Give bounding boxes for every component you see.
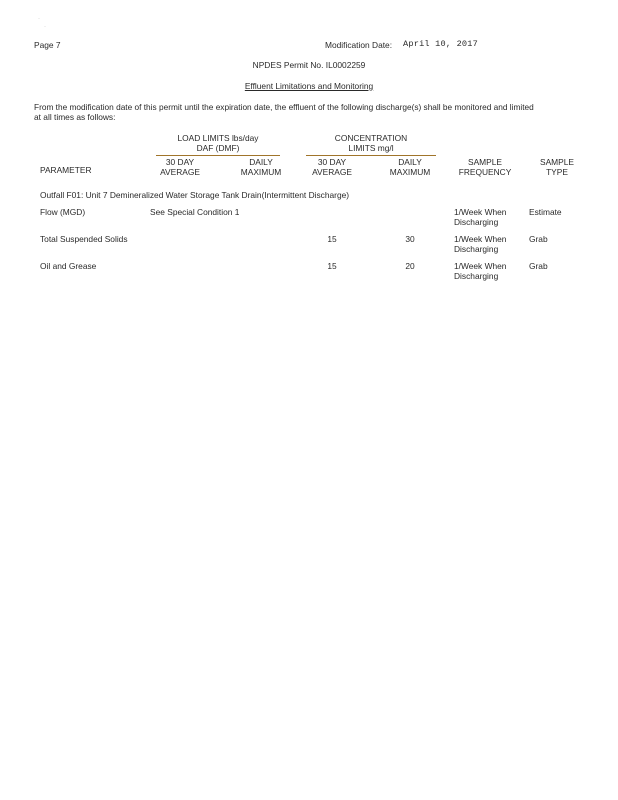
col-header-conc-daily-top: DAILY xyxy=(398,157,422,167)
col-header-load-30day-bottom: AVERAGE xyxy=(160,167,200,177)
col-header-frequency-top: SAMPLE xyxy=(468,157,502,167)
intro-line-2: at all times as follows: xyxy=(34,112,116,122)
table-row-note: See Special Condition 1 xyxy=(150,207,240,217)
section-title: Effluent Limitations and Monitoring xyxy=(244,81,374,91)
col-header-conc-daily-bottom: MAXIMUM xyxy=(389,167,431,177)
table-row-frequency xyxy=(454,234,506,254)
col-header-frequency-bottom: FREQUENCY xyxy=(458,167,512,177)
table-row-parameter: Oil and Grease xyxy=(40,261,97,271)
permit-number: NPDES Permit No. IL0002259 xyxy=(252,60,366,70)
load-limits-line-1: LOAD LIMITS lbs/day xyxy=(177,133,259,143)
table-row-conc-avg: 15 xyxy=(327,234,337,244)
table-row-frequency-line-2: Discharging xyxy=(454,271,499,281)
table-row-conc-max: 30 xyxy=(405,234,415,244)
col-header-conc-daily xyxy=(374,157,446,177)
table-row-conc-avg: 15 xyxy=(327,261,337,271)
table-row-frequency-line-2: Discharging xyxy=(454,217,499,227)
modification-label: Modification Date: xyxy=(325,40,393,50)
scan-speck: · xyxy=(44,24,46,30)
table-row-type: Grab xyxy=(529,261,548,271)
concentration-line-1: CONCENTRATION xyxy=(334,133,408,143)
table-row-frequency xyxy=(454,207,506,227)
table-row-frequency-line-1: 1/Week When xyxy=(454,261,507,271)
col-header-type xyxy=(528,157,586,177)
table-row-frequency-line-1: 1/Week When xyxy=(454,207,507,217)
col-header-load-daily xyxy=(226,157,296,177)
table-row-conc-max: 20 xyxy=(405,261,415,271)
col-header-load-daily-bottom: MAXIMUM xyxy=(240,167,282,177)
concentration-heading xyxy=(306,133,436,153)
load-limits-line-2: DAF (DMF) xyxy=(196,143,240,153)
concentration-rule xyxy=(306,155,436,156)
table-row-frequency-line-1: 1/Week When xyxy=(454,234,507,244)
table-row-parameter: Flow (MGD) xyxy=(40,207,86,217)
col-header-conc-30day-top: 30 DAY xyxy=(317,157,347,167)
col-header-parameter: PARAMETER xyxy=(40,165,92,175)
col-header-load-30day xyxy=(150,157,210,177)
table-row-frequency-line-2: Discharging xyxy=(454,244,499,254)
col-header-conc-30day xyxy=(302,157,362,177)
col-header-frequency xyxy=(450,157,520,177)
col-header-load-30day-top: 30 DAY xyxy=(165,157,195,167)
intro-line-1: From the modification date of this permit until the expiration date, the effluent of the following discharge(s) shall be monitored and limited xyxy=(34,102,534,112)
page-label: Page 7 xyxy=(34,40,61,50)
modification-date: April 10, 2017 xyxy=(403,39,478,49)
col-header-conc-30day-bottom: AVERAGE xyxy=(312,167,352,177)
col-header-load-daily-top: DAILY xyxy=(249,157,273,167)
load-limits-rule xyxy=(156,155,280,156)
table-row-type: Estimate xyxy=(529,207,562,217)
outfall-description: Outfall F01: Unit 7 Demineralized Water Storage Tank Drain(Intermittent Discharge) xyxy=(40,190,350,200)
table-row-parameter: Total Suspended Solids xyxy=(40,234,128,244)
scan-speck: · xyxy=(38,16,40,22)
concentration-line-2: LIMITS mg/l xyxy=(348,143,394,153)
table-row-frequency xyxy=(454,261,506,281)
load-limits-heading xyxy=(156,133,280,153)
col-header-type-top: SAMPLE xyxy=(540,157,574,167)
table-row-type: Grab xyxy=(529,234,548,244)
col-header-type-bottom: TYPE xyxy=(546,167,568,177)
